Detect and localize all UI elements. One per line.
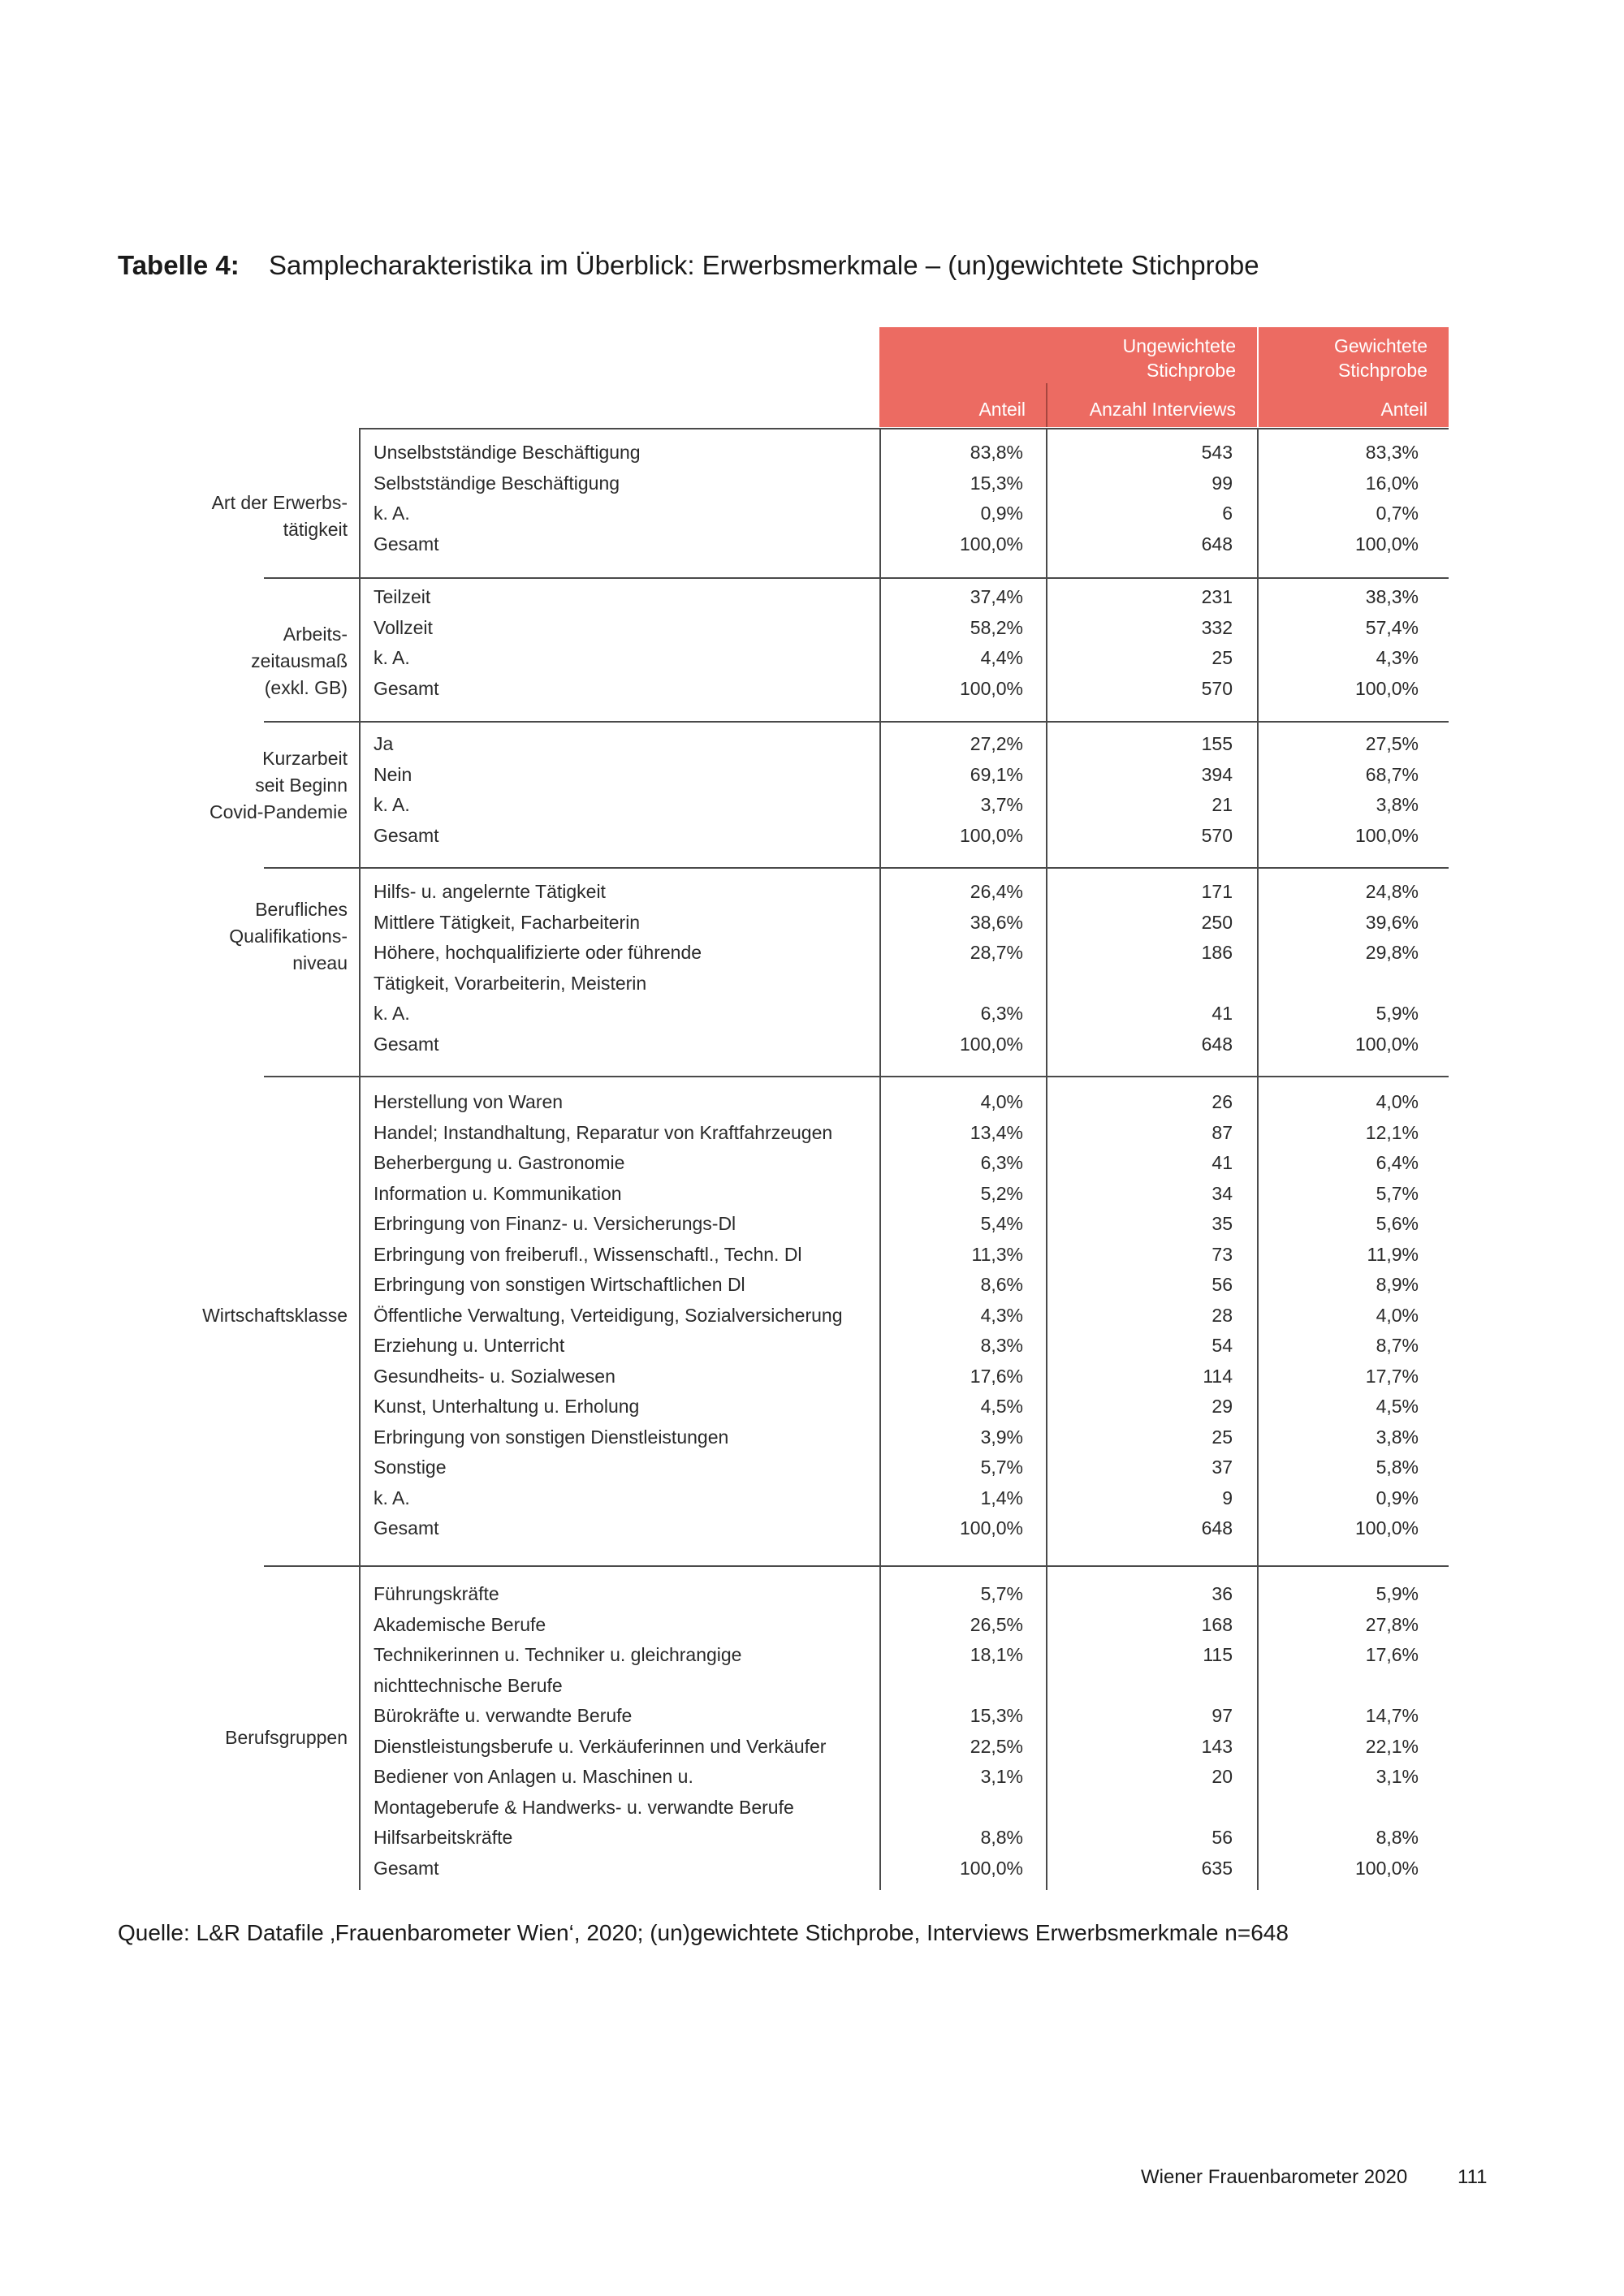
row-label: Herstellung von Waren: [374, 1091, 564, 1112]
group-divider: [264, 577, 1449, 579]
anteil-unweighted: 18,1%: [970, 1644, 1023, 1665]
row-label: Hilfsarbeitskräfte: [374, 1827, 513, 1848]
anteil-weighted: 8,9%: [1376, 1274, 1419, 1295]
anteil-unweighted: 28,7%: [970, 942, 1023, 963]
header-interviews: Anzahl Interviews: [1089, 399, 1236, 420]
table-row: [0, 533, 1624, 564]
anteil-unweighted: 3,7%: [980, 794, 1023, 815]
row-label: k. A.: [374, 1487, 410, 1508]
header-anteil-cell: [879, 383, 1047, 427]
anteil-unweighted: 15,3%: [970, 472, 1023, 494]
table-row: [0, 1614, 1624, 1645]
interview-count: 36: [1212, 1583, 1233, 1604]
anteil-weighted: 5,9%: [1376, 1583, 1419, 1604]
row-label: Dienstleistungsberufe u. Verkäuferinnen und Verkäufer: [374, 1735, 827, 1757]
anteil-unweighted: 4,0%: [980, 1091, 1023, 1112]
table-row: [0, 503, 1624, 533]
anteil-unweighted: 8,8%: [980, 1827, 1023, 1848]
row-label: k. A.: [374, 647, 410, 668]
anteil-unweighted: 100,0%: [959, 677, 1023, 699]
table-row: [0, 1122, 1624, 1153]
anteil-weighted: 27,5%: [1365, 733, 1419, 754]
row-label: Handel; Instandhaltung, Reparatur von Kraftfahrzeugen: [374, 1121, 833, 1143]
anteil-weighted: 0,9%: [1376, 1487, 1419, 1508]
row-label: Gesamt: [374, 533, 439, 555]
anteil-weighted: 16,0%: [1365, 472, 1419, 494]
interview-count: 56: [1212, 1827, 1233, 1848]
header-anteil: Anteil: [978, 399, 1026, 420]
anteil-unweighted: 8,3%: [980, 1335, 1023, 1356]
anteil-weighted: 11,9%: [1367, 1243, 1419, 1265]
header-column-divider: [1046, 383, 1047, 427]
anteil-weighted: 5,8%: [1376, 1457, 1419, 1478]
anteil-weighted: 4,0%: [1376, 1304, 1419, 1326]
group-divider: [264, 867, 1449, 869]
row-label: Selbstständige Beschäftigung: [374, 472, 620, 494]
row-label: Sonstige: [374, 1457, 447, 1478]
table-row: [0, 1736, 1624, 1767]
row-label: nichttechnische Berufe: [374, 1674, 563, 1696]
row-label: Erbringung von freiberufl., Wissenschaftl., Techn. Dl: [374, 1243, 802, 1265]
table-row: [0, 912, 1624, 943]
interview-count: 648: [1201, 533, 1233, 555]
row-label: Teilzeit: [374, 586, 431, 607]
interview-count: 332: [1201, 616, 1233, 638]
anteil-weighted: 83,3%: [1365, 442, 1419, 463]
anteil-unweighted: 26,5%: [970, 1613, 1023, 1635]
interview-count: 37: [1212, 1457, 1233, 1478]
group-divider: [264, 721, 1449, 723]
anteil-unweighted: 3,9%: [980, 1426, 1023, 1448]
row-label: Gesamt: [374, 824, 439, 846]
anteil-unweighted: 27,2%: [970, 733, 1023, 754]
anteil-unweighted: 1,4%: [980, 1487, 1023, 1508]
table-row: [0, 1213, 1624, 1244]
interview-count: 231: [1201, 586, 1233, 607]
interview-count: 73: [1212, 1243, 1233, 1265]
table-caption: [118, 250, 1259, 281]
interview-count: 114: [1203, 1365, 1233, 1387]
anteil-weighted: 38,3%: [1365, 586, 1419, 607]
anteil-weighted: 17,6%: [1365, 1644, 1419, 1665]
row-label: Ja: [374, 733, 394, 754]
interview-count: 41: [1212, 1152, 1233, 1173]
row-label: Erbringung von sonstigen Wirtschaftlichen Dl: [374, 1274, 745, 1295]
table-caption-title: Samplecharakteristika im Überblick: Erwerbsmerkmale – (un)gewichtete Stichprobe: [269, 250, 1259, 280]
table-row: [0, 1644, 1624, 1675]
row-label: Gesamt: [374, 1517, 439, 1539]
group-label-berufsgruppen: Berufsgruppen: [225, 1727, 348, 1748]
table-row: [0, 1426, 1624, 1457]
anteil-weighted: 8,8%: [1376, 1827, 1419, 1848]
anteil-weighted: 100,0%: [1354, 824, 1419, 846]
anteil-weighted: 57,4%: [1365, 616, 1419, 638]
anteil-weighted: 3,1%: [1376, 1766, 1419, 1787]
anteil-unweighted: 100,0%: [959, 824, 1023, 846]
header-bottom-rule: [359, 428, 1449, 429]
interview-count: 648: [1201, 1517, 1233, 1539]
header-unweighted-title: Ungewichtete Stichprobe: [1122, 335, 1236, 381]
anteil-unweighted: 100,0%: [959, 1033, 1023, 1055]
anteil-weighted: 27,8%: [1365, 1613, 1419, 1635]
anteil-unweighted: 58,2%: [970, 616, 1023, 638]
group-divider: [264, 1076, 1449, 1077]
table-row: [0, 1827, 1624, 1858]
interview-count: 9: [1222, 1487, 1233, 1508]
anteil-unweighted: 3,1%: [980, 1766, 1023, 1787]
anteil-unweighted: 5,7%: [980, 1457, 1023, 1478]
interview-count: 99: [1212, 472, 1233, 494]
anteil-weighted: 22,1%: [1365, 1735, 1419, 1757]
header-weighted-anteil: Anteil: [1380, 399, 1427, 420]
interview-count: 171: [1201, 881, 1233, 902]
table-row: [0, 473, 1624, 503]
table-row: [0, 617, 1624, 648]
group-label-wirtschaftsklasse: Wirtschaftsklasse: [202, 1305, 348, 1326]
interview-count: 25: [1212, 647, 1233, 668]
table-row: [0, 1858, 1624, 1888]
table-row: [0, 586, 1624, 617]
anteil-weighted: 5,9%: [1376, 1003, 1419, 1024]
row-label: Tätigkeit, Vorarbeiterin, Meisterin: [374, 972, 647, 994]
anteil-unweighted: 8,6%: [980, 1274, 1023, 1295]
table-row: [0, 764, 1624, 795]
table-row: [0, 1675, 1624, 1706]
table-row: [0, 647, 1624, 678]
table-row: [0, 1583, 1624, 1614]
anteil-unweighted: 100,0%: [959, 533, 1023, 555]
table-row: [0, 973, 1624, 1003]
interview-count: 26: [1212, 1091, 1233, 1112]
anteil-unweighted: 69,1%: [970, 763, 1023, 785]
table-row: [0, 733, 1624, 764]
table-row: [0, 1003, 1624, 1034]
table-row: [0, 1274, 1624, 1305]
anteil-unweighted: 5,7%: [980, 1583, 1023, 1604]
table-row: [0, 794, 1624, 825]
anteil-weighted: 4,0%: [1376, 1091, 1419, 1112]
table-row: [0, 825, 1624, 856]
page-number: 111: [1458, 2166, 1488, 2188]
table-row: [0, 1305, 1624, 1336]
row-label: Akademische Berufe: [374, 1613, 546, 1635]
group-label-qualifikation: Berufliches Qualifikations- niveau: [229, 899, 348, 973]
anteil-unweighted: 5,4%: [980, 1213, 1023, 1234]
anteil-weighted: 3,8%: [1376, 794, 1419, 815]
anteil-unweighted: 22,5%: [970, 1735, 1023, 1757]
interview-count: 21: [1212, 794, 1233, 815]
group-divider: [264, 1565, 1449, 1567]
anteil-unweighted: 6,3%: [980, 1003, 1023, 1024]
interview-count: 29: [1212, 1396, 1233, 1417]
interview-count: 87: [1212, 1121, 1233, 1143]
row-label: Kunst, Unterhaltung u. Erholung: [374, 1396, 640, 1417]
interview-count: 543: [1201, 442, 1233, 463]
anteil-weighted: 100,0%: [1354, 533, 1419, 555]
table-row: [0, 1396, 1624, 1426]
anteil-weighted: 4,3%: [1376, 647, 1419, 668]
interview-count: 115: [1203, 1644, 1233, 1665]
row-label: Beherbergung u. Gastronomie: [374, 1152, 625, 1173]
row-label: k. A.: [374, 503, 410, 524]
anteil-weighted: 12,1%: [1365, 1121, 1419, 1143]
row-label: Bürokräfte u. verwandte Berufe: [374, 1705, 633, 1726]
anteil-weighted: 100,0%: [1354, 1033, 1419, 1055]
anteil-weighted: 100,0%: [1354, 677, 1419, 699]
anteil-weighted: 5,7%: [1376, 1182, 1419, 1204]
anteil-unweighted: 26,4%: [970, 881, 1023, 902]
anteil-unweighted: 15,3%: [970, 1705, 1023, 1726]
interview-count: 648: [1201, 1033, 1233, 1055]
table-row: [0, 1034, 1624, 1064]
anteil-unweighted: 4,4%: [980, 647, 1023, 668]
row-label: Gesamt: [374, 677, 439, 699]
interview-count: 570: [1201, 677, 1233, 699]
anteil-weighted: 100,0%: [1354, 1517, 1419, 1539]
anteil-weighted: 3,8%: [1376, 1426, 1419, 1448]
row-label: Höhere, hochqualifizierte oder führende: [374, 942, 702, 963]
table-row: [0, 1487, 1624, 1518]
table-row: [0, 1091, 1624, 1122]
group-label-arbeitszeit: Arbeits- zeitausmaß (exkl. GB): [251, 624, 348, 698]
interview-count: 41: [1212, 1003, 1233, 1024]
anteil-unweighted: 13,4%: [970, 1121, 1023, 1143]
row-label: Erbringung von sonstigen Dienstleistungen: [374, 1426, 729, 1448]
interview-count: 56: [1212, 1274, 1233, 1295]
row-label: Hilfs- u. angelernte Tätigkeit: [374, 881, 606, 902]
interview-count: 54: [1212, 1335, 1233, 1356]
table-row: [0, 942, 1624, 973]
row-label: Nein: [374, 763, 412, 785]
interview-count: 394: [1201, 763, 1233, 785]
anteil-unweighted: 5,2%: [980, 1182, 1023, 1204]
group-label-erwerbstaetigkeit: Art der Erwerbs- tätigkeit: [211, 492, 348, 540]
table-row: [0, 1152, 1624, 1183]
group-label-kurzarbeit: Kurzarbeit seit Beginn Covid-Pandemie: [209, 748, 348, 822]
row-label: Erziehung u. Unterricht: [374, 1335, 565, 1356]
anteil-weighted: 39,6%: [1365, 911, 1419, 933]
interview-count: 143: [1201, 1735, 1233, 1757]
anteil-unweighted: 11,3%: [971, 1243, 1023, 1265]
interview-count: 570: [1201, 824, 1233, 846]
anteil-unweighted: 6,3%: [980, 1152, 1023, 1173]
row-label: Erbringung von Finanz- u. Versicherungs-Dl: [374, 1213, 736, 1234]
interview-count: 20: [1212, 1766, 1233, 1787]
anteil-unweighted: 4,5%: [980, 1396, 1023, 1417]
anteil-weighted: 5,6%: [1376, 1213, 1419, 1234]
anteil-weighted: 14,7%: [1365, 1705, 1419, 1726]
row-label: Information u. Kommunikation: [374, 1182, 622, 1204]
table-row: [0, 1244, 1624, 1275]
row-label: Mittlere Tätigkeit, Facharbeiterin: [374, 911, 641, 933]
table-row: [0, 442, 1624, 473]
header-interviews-cell: [1047, 383, 1257, 427]
interview-count: 28: [1212, 1304, 1233, 1326]
interview-count: 6: [1222, 503, 1233, 524]
row-label: Führungskräfte: [374, 1583, 499, 1604]
table-row: [0, 678, 1624, 709]
row-label: Bediener von Anlagen u. Maschinen u.: [374, 1766, 693, 1787]
row-label: Vollzeit: [374, 616, 433, 638]
row-label: Technikerinnen u. Techniker u. gleichrangige: [374, 1644, 742, 1665]
anteil-weighted: 100,0%: [1354, 1857, 1419, 1879]
anteil-weighted: 6,4%: [1376, 1152, 1419, 1173]
anteil-unweighted: 83,8%: [970, 442, 1023, 463]
anteil-unweighted: 100,0%: [959, 1517, 1023, 1539]
footer-title: Wiener Frauenbarometer 2020: [1141, 2166, 1408, 2188]
header-weighted-title: Gewichtete Stichprobe: [1333, 335, 1427, 381]
interview-count: 250: [1201, 911, 1233, 933]
interview-count: 34: [1212, 1182, 1233, 1204]
interview-count: 97: [1212, 1705, 1233, 1726]
row-label: Gesamt: [374, 1033, 439, 1055]
anteil-unweighted: 37,4%: [970, 586, 1023, 607]
table-row: [0, 1705, 1624, 1736]
header-weighted: [1259, 327, 1449, 427]
interview-count: 35: [1212, 1213, 1233, 1234]
anteil-weighted: 68,7%: [1365, 763, 1419, 785]
table-row: [0, 1517, 1624, 1548]
table-row: [0, 1766, 1624, 1797]
anteil-weighted: 4,5%: [1376, 1396, 1419, 1417]
interview-count: 155: [1201, 733, 1233, 754]
anteil-unweighted: 0,9%: [980, 503, 1023, 524]
table-row: [0, 1797, 1624, 1828]
interview-count: 168: [1201, 1613, 1233, 1635]
row-label: Unselbstständige Beschäftigung: [374, 442, 641, 463]
table-row: [0, 1457, 1624, 1487]
anteil-weighted: 24,8%: [1365, 881, 1419, 902]
anteil-weighted: 8,7%: [1376, 1335, 1419, 1356]
anteil-weighted: 0,7%: [1376, 503, 1419, 524]
interview-count: 25: [1212, 1426, 1233, 1448]
anteil-unweighted: 17,6%: [970, 1365, 1023, 1387]
interview-count: 635: [1201, 1857, 1233, 1879]
row-label: Gesamt: [374, 1857, 439, 1879]
table-row: [0, 881, 1624, 912]
interview-count: 186: [1201, 942, 1233, 963]
anteil-unweighted: 4,3%: [980, 1304, 1023, 1326]
row-label: k. A.: [374, 794, 410, 815]
anteil-weighted: 17,7%: [1365, 1365, 1419, 1387]
anteil-unweighted: 100,0%: [959, 1857, 1023, 1879]
table-row: [0, 1335, 1624, 1366]
row-label: Öffentliche Verwaltung, Verteidigung, Sozialversicherung: [374, 1304, 843, 1326]
table-caption-label: Tabelle 4:: [118, 250, 240, 280]
row-label: Gesundheits- u. Sozialwesen: [374, 1365, 615, 1387]
anteil-unweighted: 38,6%: [970, 911, 1023, 933]
source-note: Quelle: L&R Datafile ‚Frauenbarometer Wien‘, 2020; (un)gewichtete Stichprobe, Interviews Erwerbsmerkmale n=648: [118, 1920, 1289, 1945]
row-label: k. A.: [374, 1003, 410, 1024]
row-label: Montageberufe & Handwerks- u. verwandte Berufe: [374, 1796, 794, 1818]
table-row: [0, 1366, 1624, 1396]
table-row: [0, 1183, 1624, 1214]
anteil-weighted: 29,8%: [1365, 942, 1419, 963]
